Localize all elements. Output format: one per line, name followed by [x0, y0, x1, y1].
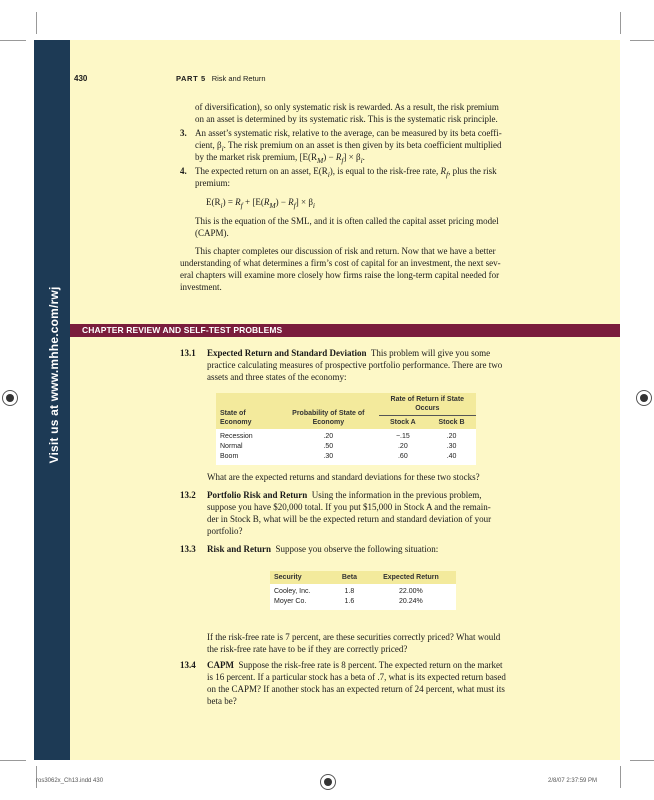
- running-head: [176, 74, 266, 83]
- problem-line: is 16 percent. If a particular stock has a beta of .7, what is its expected return based: [207, 672, 506, 682]
- part-label: PART 5: [176, 74, 206, 83]
- problem-text: [207, 659, 502, 671]
- body-text-line: investment.: [180, 282, 222, 292]
- body-text-line: on an asset is determined by its systematic risk. This is the systematic risk principle.: [195, 114, 498, 124]
- page-number: 430: [74, 74, 88, 83]
- body-text-line: cient, $\beta_i$. The risk premium on an asset is then given by its beta coefficient multiplied: [195, 140, 502, 153]
- states-of-economy-table: [216, 393, 476, 465]
- body-text-line: understanding of what determines a firm’s cost of capital for an investment, the next sev-: [180, 258, 501, 268]
- body-text-line: (CAPM).: [195, 228, 229, 238]
- problem-line: What are the expected returns and standard deviations for these two stocks?: [207, 472, 480, 482]
- table-row: [216, 432, 476, 442]
- col-header-expected-return: Expected Return: [366, 571, 456, 584]
- col-header-state: State of Economy: [216, 393, 278, 429]
- cell-state: Normal: [216, 442, 278, 452]
- problem-number: 13.2: [180, 490, 196, 500]
- list-item-text: cient, β: [195, 140, 222, 150]
- problem-line: beta be?: [207, 696, 237, 706]
- cell-beta: 1.8: [333, 587, 366, 597]
- table-row: [216, 442, 476, 452]
- cell-state: Recession: [216, 432, 278, 442]
- col-header-stock-a: Stock A: [379, 416, 428, 430]
- body-text-line: An asset’s systematic risk, relative to the average, can be measured by its beta coeffi-: [195, 128, 502, 138]
- print-timestamp: 2/8/07 2:37:59 PM: [548, 778, 598, 784]
- problem-number: 13.1: [180, 348, 196, 358]
- cell-stock-a: .20: [379, 442, 428, 452]
- cell-stock-b: .30: [427, 442, 476, 452]
- body-text-line: This chapter completes our discussion of risk and return. Now that we have a better: [195, 246, 496, 256]
- col-header-security: Security: [270, 571, 333, 584]
- list-number: 3.: [180, 128, 187, 138]
- problem-title: CAPM: [207, 660, 234, 670]
- problem-line: If the risk-free rate is 7 percent, are these securities correctly priced? What would: [207, 632, 501, 642]
- security-beta-table: [270, 571, 456, 610]
- registration-mark-icon: [2, 390, 18, 406]
- problem-line: der in Stock B, what will be the expected return and standard deviation of your: [207, 514, 492, 524]
- problem-line: on the CAPM? If another stock has an expected return of 24 percent, what must its: [207, 684, 505, 694]
- list-item-text: The expected return on an asset, E(R: [195, 166, 328, 176]
- problem-line: Suppose the risk-free rate is 8 percent. The expected return on the market: [238, 660, 503, 670]
- section-title: CHAPTER REVIEW AND SELF-TEST PROBLEMS: [82, 325, 283, 335]
- problem-text: [207, 489, 482, 501]
- cell-expected-return: 20.24%: [366, 597, 456, 607]
- cell-security: Cooley, Inc.: [270, 587, 333, 597]
- col-header-stock-b: Stock B: [427, 416, 476, 430]
- body-text-line: premium:: [195, 178, 230, 188]
- problem-line: the risk-free rate have to be if they are correctly priced?: [207, 644, 408, 654]
- cell-stock-b: .20: [427, 432, 476, 442]
- problem-line: Using the information in the previous problem,: [311, 490, 482, 500]
- cell-state: Boom: [216, 452, 278, 462]
- sidebar-url-text: Visit us at www.mhhe.com/rwj: [47, 286, 61, 464]
- list-number: 4.: [180, 166, 187, 176]
- problem-line: suppose you have $20,000 total. If you put $15,000 in Stock A and the remain-: [207, 502, 491, 512]
- problem-number: 13.4: [180, 660, 196, 670]
- body-text-line: The expected return on an asset, $E(R_i)$, is equal to the risk-free rate, $R_f$, plus the risk: [195, 166, 497, 179]
- registration-mark-icon: [320, 774, 336, 790]
- table-row: [270, 587, 456, 597]
- cell-beta: 1.6: [333, 597, 366, 607]
- body-text-line: of diversification), so only systematic risk is rewarded. As a result, the risk premium: [195, 102, 499, 112]
- problem-line: Suppose you observe the following situation:: [275, 544, 439, 554]
- print-file-label: ros3062x_Ch13.indd 430: [36, 778, 104, 784]
- col-header-probability: Probability of State of Economy: [278, 393, 379, 429]
- problem-text: [207, 347, 490, 359]
- table-row: [270, 597, 456, 607]
- problem-title: Portfolio Risk and Return: [207, 490, 308, 500]
- problem-line: practice calculating measures of prospective portfolio performance. There are two: [207, 360, 503, 370]
- cell-probability: .20: [278, 432, 379, 442]
- col-header-beta: Beta: [333, 571, 366, 584]
- problem-line: This problem will give you some: [370, 348, 491, 358]
- cell-stock-a: −.15: [379, 432, 428, 442]
- cell-security: Moyer Co.: [270, 597, 333, 607]
- sml-equation: $E(R_i) = R_f + [E(R_M) - R_f] \times \beta_i$: [206, 197, 316, 210]
- problem-line: assets and three states of the economy:: [207, 372, 347, 382]
- cell-stock-a: .60: [379, 452, 428, 462]
- col-header-rate: Rate of Return if State Occurs: [379, 393, 476, 416]
- problem-title: Risk and Return: [207, 544, 272, 554]
- problem-text: [207, 543, 438, 555]
- cell-probability: .50: [278, 442, 379, 452]
- list-item-text: by the market risk premium, [E(R: [195, 152, 317, 162]
- cell-expected-return: 22.00%: [366, 587, 456, 597]
- table-row: [216, 452, 476, 462]
- body-text-line: This is the equation of the SML, and it is often called the capital asset pricing model: [195, 216, 499, 226]
- body-text-line: eral chapters will examine more closely how firms raise the long-term capital needed for: [180, 270, 500, 280]
- section-banner: [70, 324, 620, 337]
- equation-text: E(R: [206, 197, 221, 207]
- problem-number: 13.3: [180, 544, 196, 554]
- part-title: Risk and Return: [211, 74, 266, 83]
- registration-mark-icon: [636, 390, 652, 406]
- cell-probability: .30: [278, 452, 379, 462]
- problem-title: Expected Return and Standard Deviation: [207, 348, 367, 358]
- problem-line: portfolio?: [207, 526, 243, 536]
- cell-stock-b: .40: [427, 452, 476, 462]
- body-text-line: by the market risk premium, $[E(R_M) - R_f] \times \beta_i$.: [195, 152, 365, 165]
